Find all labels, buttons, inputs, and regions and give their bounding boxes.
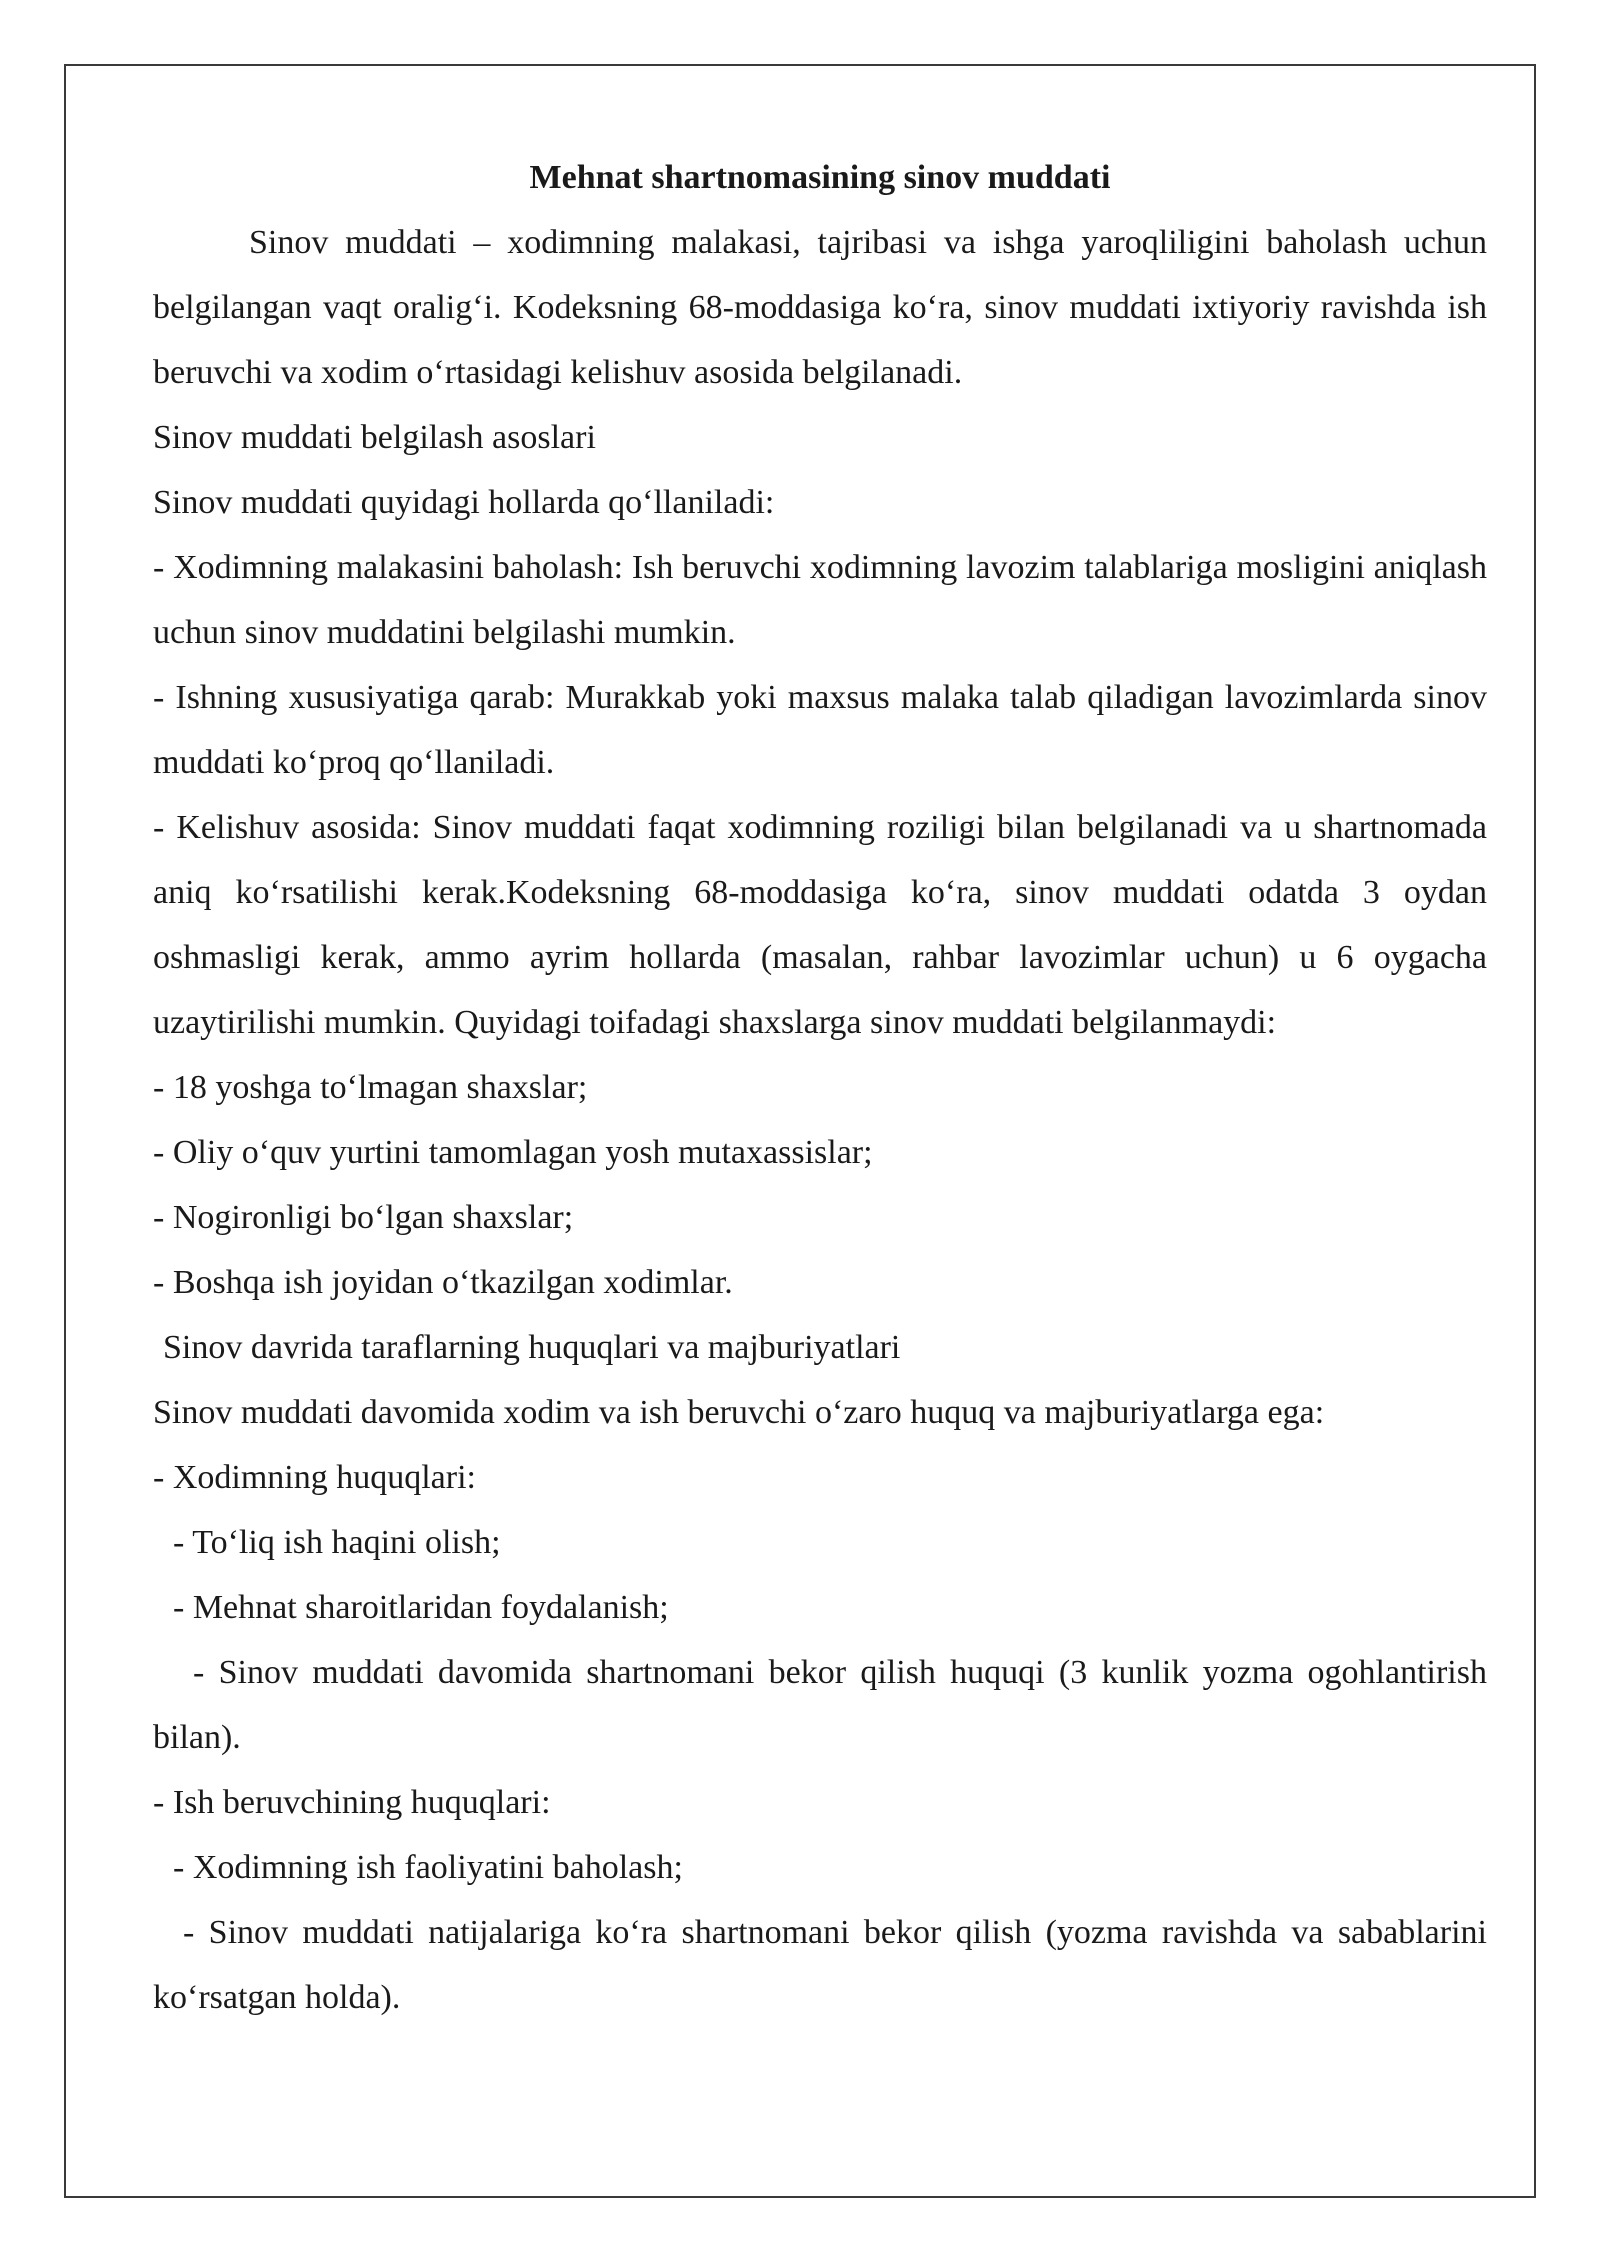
list-item: - Xodimning malakasini baholash: Ish beruvchi xodimning lavozim talablariga mosligini aniqlash uchun sinov muddatini belgilashi mumkin. [153, 549, 1487, 651]
list-item: - Sinov muddati davomida shartnomani bekor qilish huquqi (3 kunlik yozma ogohlantirish bilan). [153, 1654, 1487, 1756]
list-item: - Boshqa ish joyidan o‘tkazilgan xodimlar. [153, 1264, 733, 1301]
section-heading-basis: Sinov muddati belgilash asoslari [153, 419, 596, 456]
list-item: - Oliy o‘quv yurtini tamomlagan yosh mutaxassislar; [153, 1134, 873, 1171]
list-item: - Kelishuv asosida: Sinov muddati faqat xodimning roziligi bilan belgilanadi va u shartnomada aniq ko‘rsatilishi kerak.Kodeksning 68-moddasiga ko‘ra, sinov muddati odatda 3 oydan oshmasligi kerak, ammo ayrim hollarda (masalan, rahbar lavozimlar uchun) u 6 oygacha uzaytirilishi mumkin. Quyidagi toifadagi shaxslarga sinov muddati belgilanmaydi: [153, 809, 1487, 1041]
intro-paragraph: Sinov muddati – xodimning malakasi, tajribasi va ishga yaroqliligini baholash uchun belgilangan vaqt oralig‘i. Kodeksning 68-moddasiga ko‘ra, sinov muddati ixtiyoriy ravishda ish beruvchi va xodim o‘rtasidagi kelishuv asosida belgilanadi. [153, 224, 1487, 391]
document-body [153, 145, 1487, 2030]
section-heading-rights: Sinov davrida taraflarning huquqlari va majburiyatlari [163, 1329, 901, 1366]
paragraph-applied-cases: Sinov muddati quyidagi hollarda qo‘llaniladi: [153, 484, 775, 521]
list-item: - Sinov muddati natijalariga ko‘ra shartnomani bekor qilish (yozma ravishda va sabablarini ko‘rsatgan holda). [153, 1914, 1487, 2016]
list-item: - Ish beruvchining huquqlari: [153, 1784, 551, 1821]
paragraph-mutual-rights: Sinov muddati davomida xodim va ish beruvchi o‘zaro huquq va majburiyatlarga ega: [153, 1394, 1325, 1431]
list-item: - Mehnat sharoitlaridan foydalanish; [173, 1589, 669, 1626]
list-item: - Nogironligi bo‘lgan shaxslar; [153, 1199, 574, 1236]
list-item: - Xodimning ish faoliyatini baholash; [173, 1849, 683, 1886]
list-item: - To‘liq ish haqini olish; [173, 1524, 501, 1561]
list-item: - 18 yoshga to‘lmagan shaxslar; [153, 1069, 588, 1106]
document-title: Mehnat shartnomasining sinov muddati [529, 159, 1111, 196]
list-item: - Xodimning huquqlari: [153, 1459, 476, 1496]
list-item: - Ishning xususiyatiga qarab: Murakkab yoki maxsus malaka talab qiladigan lavozimlarda sinov muddati ko‘proq qo‘llaniladi. [153, 679, 1487, 781]
